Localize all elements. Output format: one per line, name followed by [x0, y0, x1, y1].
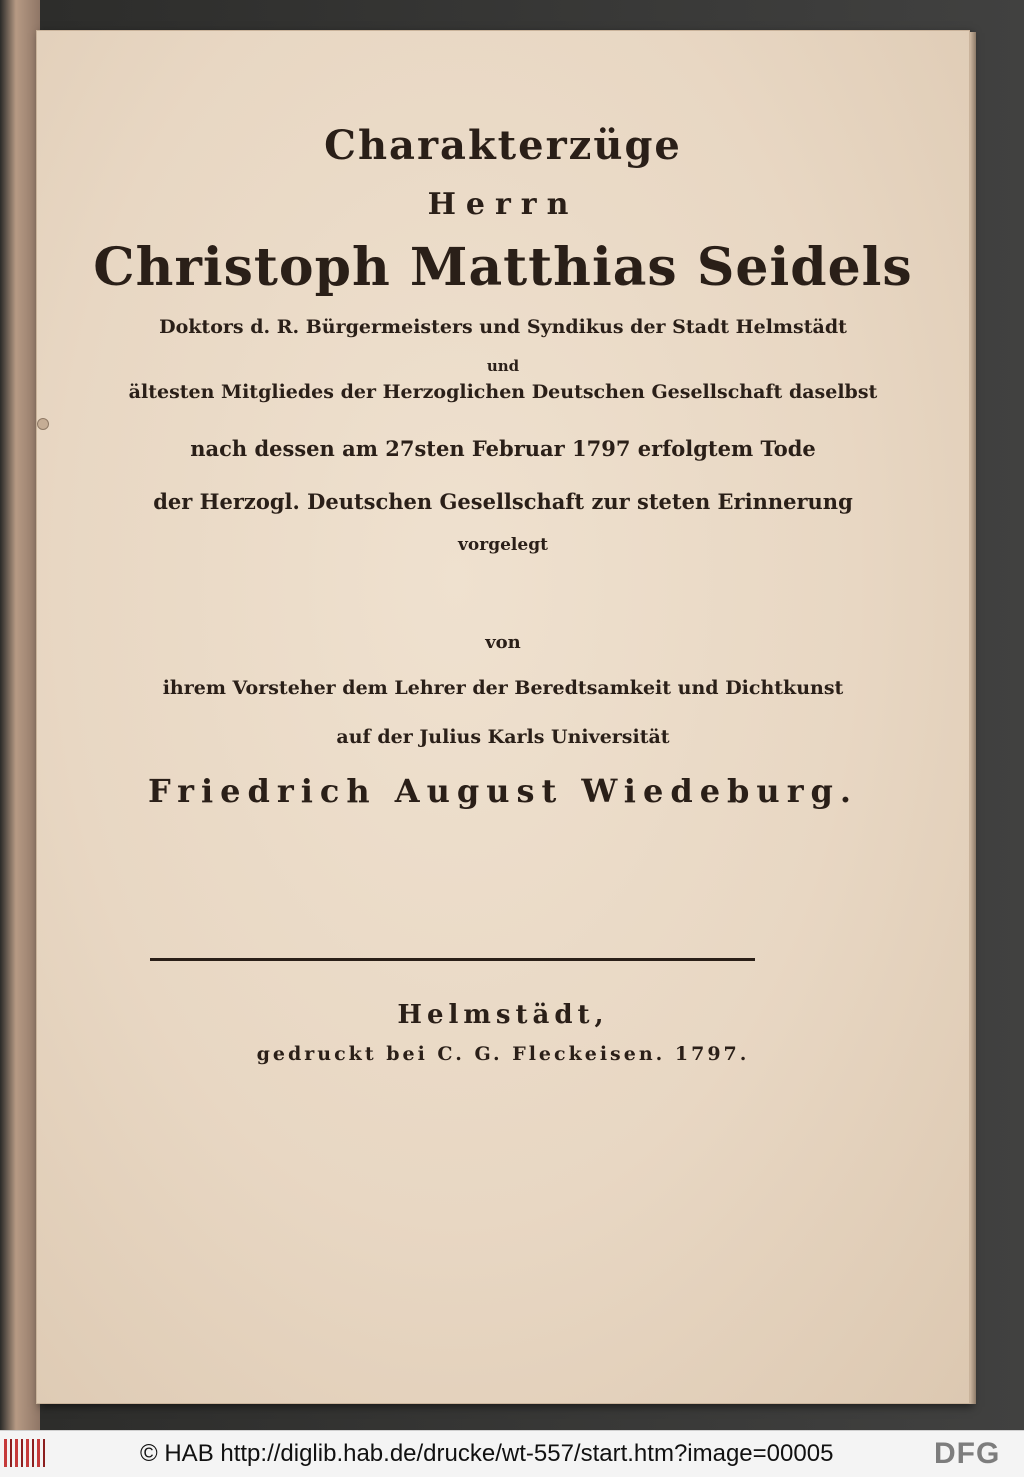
honorific: Herrn [427, 187, 579, 222]
book-cover-edge [0, 0, 40, 1430]
author-university: auf der Julius Karls Universität [336, 726, 670, 748]
divider-rule [150, 958, 755, 961]
subject-membership: ältesten Mitgliedes der Herzoglichen Deutschen Gesellschaft daselbst [128, 381, 878, 403]
title: Charakterzüge [324, 122, 682, 169]
subject-name: Christoph Matthias Seidels [93, 237, 913, 298]
author-role: ihrem Vorsteher dem Lehrer der Beredtsamkeit und Dichtkunst [162, 677, 844, 699]
dedication-line: der Herzogl. Deutschen Gesellschaft zur steten Erinnerung [153, 489, 853, 514]
binding-stitch [37, 418, 49, 430]
imprint-place: Helmstädt, [397, 1000, 609, 1030]
dfg-logo: DFG [934, 1437, 1001, 1470]
by-line: von [485, 632, 521, 653]
imprint-printer: gedruckt bei C. G. Fleckeisen. 1797. [256, 1043, 750, 1065]
author-name: Friedrich August Wiedeburg. [147, 772, 859, 810]
conjunction-und: und [486, 357, 520, 375]
subject-offices: Doktors d. R. Bürgermeisters und Syndikus der Stadt Helmstädt [159, 316, 847, 338]
barcode-icon [4, 1439, 48, 1467]
death-date-line: nach dessen am 27sten Februar 1797 erfolgtem Tode [190, 436, 816, 461]
page-edge [970, 32, 976, 1404]
source-credit[interactable]: © HAB http://diglib.hab.de/drucke/wt-557/start.htm?image=00005 [140, 1440, 834, 1467]
viewer-footer [0, 1430, 1024, 1477]
presented-line: vorgelegt [458, 535, 548, 555]
